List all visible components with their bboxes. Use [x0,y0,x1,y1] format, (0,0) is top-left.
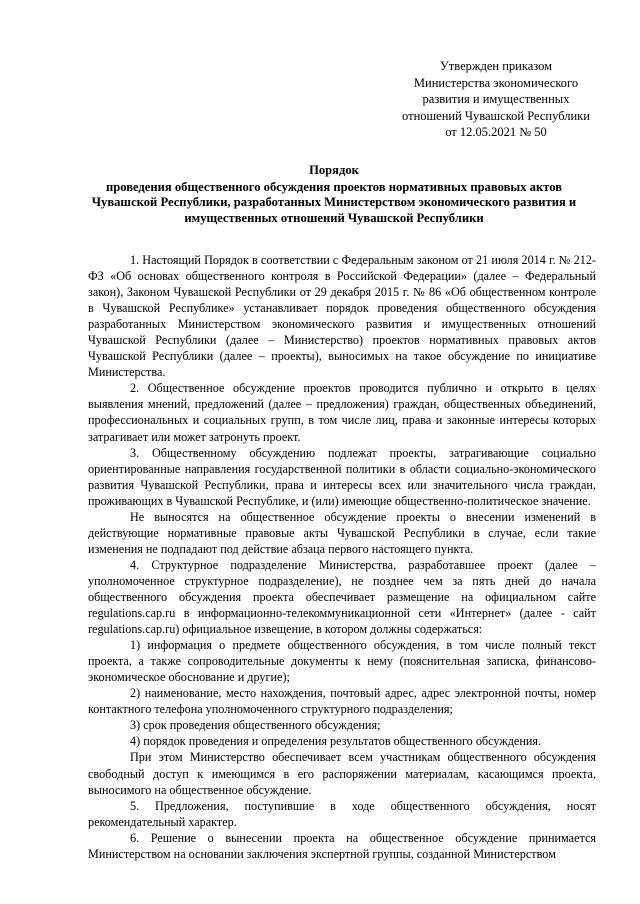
paragraph-4: 4. Структурное подразделение Министерства, разработавшее проект (далее – уполномоченное структурное подразделение), не позднее чем за пять дней до начала общественного обсуждения проекта обеспечивает размещение на официальном сайте regulations.cap.ru в информационно-телекоммуникационной сети «Интернет» (далее - сайт regulations.cap.ru) официальное извещение, в котором должны содержаться: [88,557,596,637]
list-item-3: 3) срок проведения общественного обсуждения; [130,718,381,733]
approval-line: развития и имущественных [422,92,570,107]
approval-line: Утвержден приказом [439,59,553,73]
paragraph-3: 3. Общественному обсуждению подлежат проекты, затрагивающие социально ориентированные направления государственной политики в области социально-экономического развития Чувашской Республики, права и интересы всех или значительного числа граждан, проживающих в Чувашской Республике, и (или) имеющие общественно-политическое значение. [88,445,596,508]
title-line: имущественных отношений Чувашской Республики [184,210,484,225]
paragraph-2: 2. Общественное обсуждение проектов проводится публично и открыто в целях выявления мнений, предложений (далее – предложения) граждан, общественных объединений, профессиональных и социальных групп, в том числе лиц, права и законные интересы которых затрагивает или может затронуть проект. [88,381,596,444]
paragraph-5: 5. Предложения, поступившие в ходе общественного обсуждения, носят рекомендательный характер. [88,798,596,829]
approval-line: отношений Чувашской Республики [402,108,590,123]
list-item-2: 2) наименование, место нахождения, почтовый адрес, адрес электронной почты, номер контактного телефона уполномоченного структурного подразделения; [88,686,596,717]
paragraph-3-note: Не выносятся на общественное обсуждение проекты о внесении изменений в действующие нормативные правовые акты Чувашской Республики в случае, если такие изменения не подпадают под действие абзаца первого настоящего пункта. [88,509,596,556]
list-item-4: 4) порядок проведения и определения результатов общественного обсуждения. [130,734,542,749]
document-title [84,163,584,226]
approval-line: Министерства экономического [413,75,579,90]
title-line: проведения общественного обсуждения проектов нормативных правовых актов [105,179,563,194]
approval-stamp [396,58,596,141]
title-heading: Порядок [309,163,359,177]
paragraph-4-note: При этом Министерство обеспечивает всем участникам общественного обсуждения свободный доступ к имеющимся в его распоряжении материалам, касающимся проекта, выносимого на общественное обсуждение. [88,750,596,797]
list-item-1: 1) информация о предмете общественного обсуждения, в том числе полный текст проекта, а также сопроводительные документы к нему (пояснительная записка, финансово-экономическое обоснование и другие); [88,638,596,685]
paragraph-1: 1. Настоящий Порядок в соответствии с Федеральным законом от 21 июля 2014 г. № 212-ФЗ «Об основах общественного контроля в Российской Федерации» (далее – Федеральный закон), Законом Чувашской Республики от 29 декабря 2015 г. № 86 «Об общественном контроле в Чувашской Республике» устанавливает порядок проведения общественного обсуждения разработанных Министерством экономического развития и имущественных отношений Чувашской Республики (далее – Министерство) проектов нормативных правовых актов Чувашской Республики (далее – проекты), выносимых на такое обсуждение по инициативе Министерства. [88,253,596,380]
document-body [88,252,596,862]
approval-date: от 12.05.2021 № 50 [445,125,547,140]
title-line: Чувашской Республики, разработанных Министерством экономического развития и [91,195,577,210]
paragraph-6: 6. Решение о вынесении проекта на общественное обсуждение принимается Министерством на основании заключения экспертной группы, созданной Министерством [88,830,596,861]
